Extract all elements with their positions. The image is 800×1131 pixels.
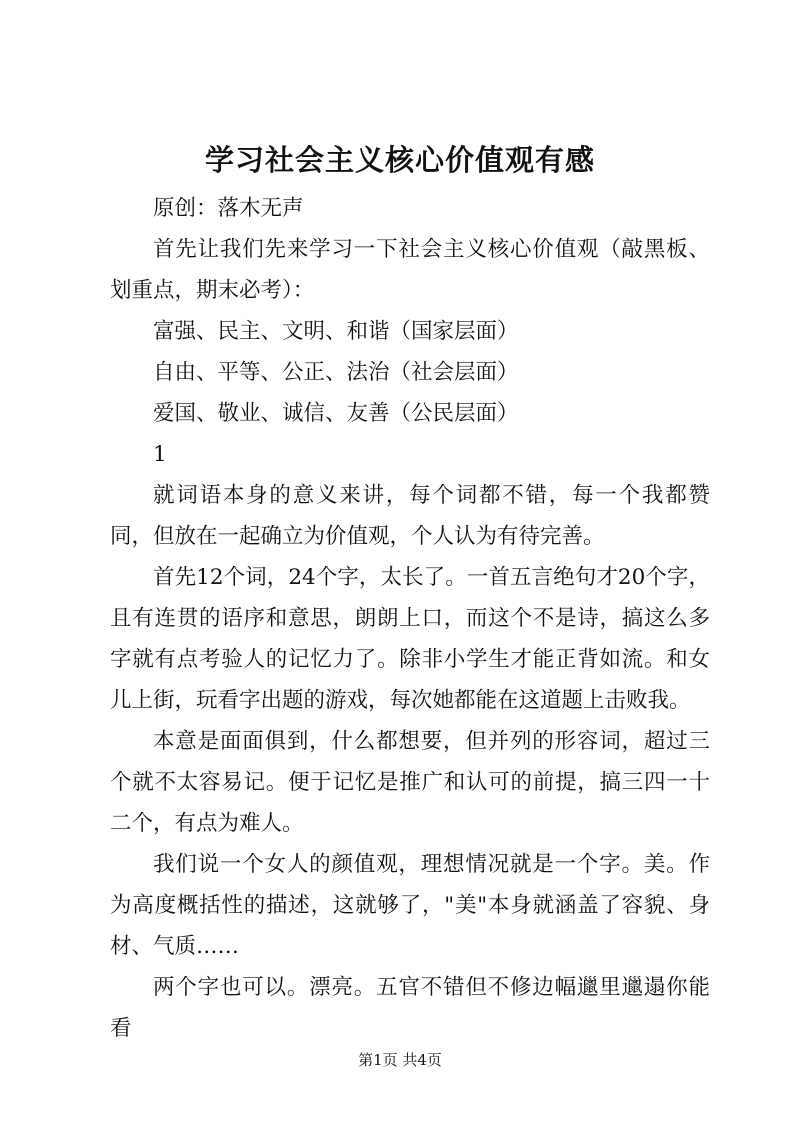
paragraph-intro: 首先让我们先来学习一下社会主义核心价值观（敲黑板、划重点，期末必考）： [110,237,710,303]
paragraph-national-level: 富强、民主、文明、和谐（国家层面） [153,319,519,344]
paragraph: 本意是面面俱到，什么都想要，但并列的形容词，超过三个就不太容易记。便于记忆是推广和认可的前提，搞三四一十二个，有点为难人。 [110,729,710,836]
document-title: 学习社会主义核心价值观有感 [204,143,595,177]
paragraph: 两个字也可以。漂亮。五官不错但不修边幅邋里邋遢你能看 [110,975,710,1041]
paragraph-author: 原创：落木无声 [153,196,304,221]
page-footer: 第1页 共4页 [358,1051,442,1069]
paragraph: 首先12个词，24个字，太长了。一首五言绝句才20个字，且有连贯的语序和意思，朗朗上口，而这个不是诗，搞这么多字就有点考验人的记忆力了。除非小学生才能正背如流。和女儿上街，玩看字出题的游戏，每次她都能在这道题上击败我。 [110,565,710,713]
paragraph: 就词语本身的意义来讲，每个词都不错，每一个我都赞同，但放在一起确立为价值观，个人认为有待完善。 [110,483,710,549]
document-body [110,188,710,1049]
paragraph-social-level: 自由、平等、公正、法治（社会层面） [153,360,519,385]
paragraph: 我们说一个女人的颜值观，理想情况就是一个字。美。作为高度概括性的描述，这就够了，"美"本身就涵盖了容貌、身材、气质…… [110,852,710,959]
paragraph-citizen-level: 爱国、敬业、诚信、友善（公民层面） [153,401,519,426]
section-number: 1 [153,442,167,467]
